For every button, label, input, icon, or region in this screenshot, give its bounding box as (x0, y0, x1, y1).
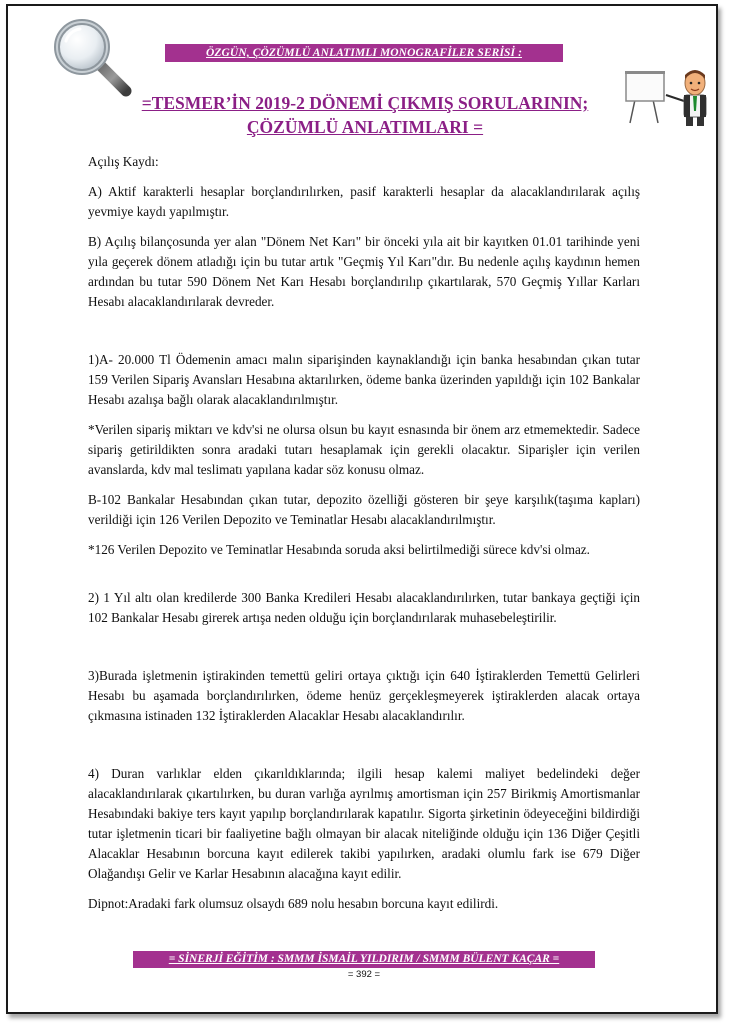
paragraph-1b: B-102 Bankalar Hesabından çıkan tutar, depozito özelliği gösteren bir şeye karşılık(taşıma kapları) verildiği için 126 Verilen Depozito ve Teminatlar Hesabı alacaklandırılmıştır. (88, 492, 640, 527)
page-title (90, 91, 640, 139)
note-1b: *126 Verilen Depozito ve Teminatlar Hesabında soruda aksi belirtilmediği sürece kdv'si olmaz. (88, 542, 590, 557)
page-number: = 392 = (347, 969, 381, 980)
note-1a: *Verilen sipariş miktarı ve kdv'si ne olursa olsun bu kayıt esnasında bir önem arz etmemektedir. Sadece sipariş getirildikten sonra aradaki tutarı hesaplamak için gerekli olacaktır. Siparişler için verilen avanslarda, kdv mal teslimatı yapılana kadar söz konusu olmaz. (88, 422, 640, 477)
paragraph-1a: 1)A- 20.000 Tl Ödemenin amacı malın siparişinden kaynaklandığı için banka hesabından çıkan tutar 159 Verilen Sipariş Avansları Hesabına aktarılırken, ödeme banka üzerinden yapıldığı için 102 Bankalar Hesabı azalışa bağlı olarak alacaklandırılmıştır. (88, 352, 640, 407)
paragraph-3: 3)Burada işletmenin iştirakinden temettü geliri ortaya çıktığı için 640 İştiraklerden Temettü Gelirleri Hesabı bu aşamada borçlandırılırken, ödeme henüz gerçekleşmeyerek iştiraklerden alacak ortaya çıkmasına istinaden 132 İştiraklerden Alacaklar Hesabı alacaklandırılır. (88, 668, 640, 723)
footnote: Dipnot:Aradaki fark olumsuz olsaydı 689 nolu hesabın borcuna kayıt edilirdi. (88, 896, 499, 911)
page-title-line-1: =TESMER’İN 2019-2 DÖNEMİ ÇIKMIŞ SORULARININ; (141, 93, 589, 113)
page-title-line-2: ÇÖZÜMLÜ ANLATIMLARI = (246, 117, 484, 137)
opening-heading: Açılış Kaydı: (88, 154, 159, 169)
series-banner: ÖZGÜN, ÇÖZÜMLÜ ANLATIMLI MONOGRAFİLER SERİSİ : (165, 44, 563, 62)
document-body (88, 152, 640, 914)
paragraph-4: 4) Duran varlıklar elden çıkarıldıklarında; ilgili hesap kalemi maliyet bedelindeki değer alacaklandırılarak çıkartılırken, bu duran varlığa ayrılmış amortisman için 257 Birikmiş Amortismanlar Hesabındaki bakiye ters kayıt yapılıp borçlandırılarak kapatılır. Sigorta şirketinin ödeyeceğini bildirdiği tutar işletmenin ticari bir faaliyetine bağlı olmayan bir alacak niteliğinde olduğu için 136 Diğer Çeşitli Alacaklar Hesabının borcuna kayıt edilerek takibi yapılırken, aradaki olumlu fark ise 679 Diğer Olağandışı Gelir ve Karlar Hesabının alacağına kayıt edilir. (88, 766, 640, 881)
footer-banner: = SİNERJİ EĞİTİM : SMMM İSMAİL YILDIRIM / SMMM BÜLENT KAÇAR = (133, 951, 595, 968)
paragraph-a: A) Aktif karakterli hesaplar borçlandırılırken, pasif karakterli hesaplar da alacaklandırılarak açılış yevmiye kaydı yapılmıştır. (88, 184, 640, 219)
paragraph-2: 2) 1 Yıl altı olan kredilerde 300 Banka Kredileri Hesabı alacaklandırılırken, tutar bankaya geçtiği için 102 Bankalar Hesabı girerek artışa neden olduğu için borçlandırılarak muhasebeleştirilir. (88, 590, 640, 625)
paragraph-b: B) Açılış bilançosunda yer alan "Dönem Net Karı" bir önceki yıla ait bir kayıtken 01.01 tarihinde yeni yıla geçerek dönem atladığı için bu tutar artık "Geçmiş Yıl Karı"dır. Bu nedenle açılış kaydının hemen ardından bu tutar 590 Dönem Net Karı Hesabı borçlandırılıp çıkartılarak, 570 Geçmiş Yıllar Karları Hesabı alacaklandırılarak devreder. (88, 234, 640, 309)
magnifying-glass-icon (50, 15, 132, 97)
